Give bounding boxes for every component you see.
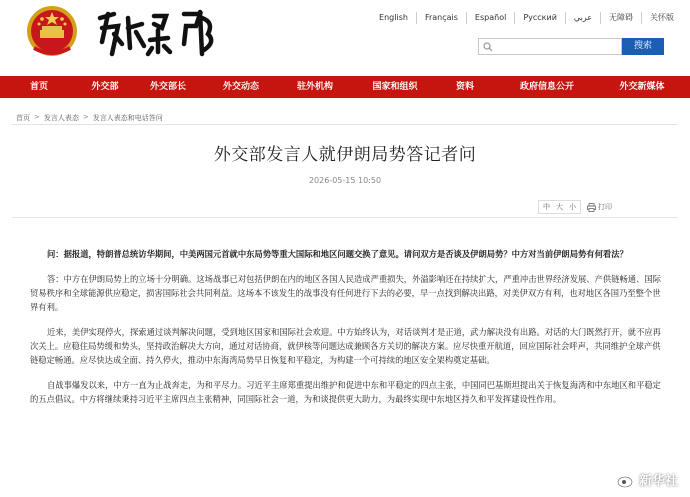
site-logo-calligraphy	[92, 4, 222, 64]
answer-paragraph: 答：中方在伊朗局势上的立场十分明确。这场战事已对包括伊朗在内的地区各国人民造成严重损失，外溢影响还在持续扩大，严重冲击世界经济发展、产供链畅通、国际贸易秩序和全球能源供应稳定，损害国际社会共同利益。这场本不该发生的战事没有任何进行下去的必要，早一点找到解决出路，对美伊双方有利，也对地区各国乃至整个世界有利。	[30, 274, 661, 312]
nav-countries[interactable]: 国家和组织	[372, 82, 418, 92]
site-header	[0, 0, 690, 72]
nav-missions[interactable]: 驻外机构	[296, 82, 333, 92]
page-title: 外交部发言人就伊朗局势答记者问	[213, 145, 477, 165]
lang-french[interactable]: Français	[417, 12, 467, 24]
nav-gov-info[interactable]: 政府信息公开	[519, 82, 574, 92]
print-button[interactable]	[587, 202, 612, 212]
nav-diplomatic-news[interactable]: 外交动态	[222, 82, 259, 92]
nav-resources[interactable]: 资料	[455, 82, 474, 92]
search-input[interactable]	[478, 38, 622, 55]
search-icon	[483, 42, 493, 52]
elder-care-link[interactable]: 关怀版	[650, 13, 674, 22]
language-bar	[371, 12, 682, 24]
nav-minister[interactable]: 外交部长	[149, 82, 186, 92]
nav-home[interactable]: 首页	[29, 82, 48, 92]
article-body	[30, 247, 666, 417]
lang-arabic[interactable]: عربي	[566, 12, 601, 24]
font-size-medium[interactable]: 中	[543, 203, 550, 211]
nav-ministry[interactable]: 外交部	[91, 82, 119, 92]
divider	[12, 124, 678, 125]
breadcrumb-spokesperson[interactable]: 发言人表态	[43, 114, 79, 122]
font-size-selector	[538, 200, 581, 214]
print-icon	[587, 203, 596, 212]
breadcrumb-current[interactable]: 发言人表态和电话答问	[92, 114, 163, 122]
print-label: 打印	[598, 203, 612, 211]
site-logo[interactable]	[92, 4, 222, 64]
lang-spanish[interactable]: Español	[467, 12, 515, 24]
divider	[12, 217, 678, 218]
font-size-small[interactable]: 小	[569, 203, 576, 211]
font-size-large[interactable]: 大	[556, 203, 563, 211]
watermark-text: 新华社	[638, 474, 678, 489]
breadcrumb-home[interactable]: 首页	[16, 114, 30, 122]
lang-russian[interactable]: Русский	[515, 12, 566, 24]
search-button[interactable]: 搜索	[622, 38, 664, 55]
lang-english[interactable]: English	[371, 12, 417, 24]
watermark	[617, 470, 678, 489]
publish-datetime: 2026-05-15 10:50	[308, 176, 382, 185]
breadcrumb-separator: >	[34, 113, 40, 121]
national-emblem-icon[interactable]	[24, 4, 80, 60]
answer-paragraph: 自战事爆发以来，中方一直为止战奔走，为和平尽力。习近平主席郑重提出维护和促进中东和平稳定的四点主张，中国同巴基斯坦提出关于恢复海湾和中东地区和平稳定的五点倡议。中方将继续秉持习近平主席四点主张精神，同国际社会一道，为和谈提供更大助力，为最终实现中东地区持久和平发挥建设性作用。	[30, 380, 661, 404]
article-tools	[538, 200, 612, 214]
weibo-icon	[617, 471, 635, 489]
accessibility-link[interactable]: 无障碍	[601, 12, 642, 24]
main-nav	[0, 76, 690, 98]
answer-paragraph: 近来，美伊实现停火，探索通过谈判解决问题，受到地区国家和国际社会欢迎。中方始终认为，对话谈判才是正道，武力解决没有出路。对话的大门既然打开，就不应再次关上。应稳住局势缓和势头，坚持政治解决大方向，通过对话协商，就伊核等问题达成兼顾各方关切的解决方案。应尽快重开航道，回应国际社会呼声，共同维护全球产供链稳定畅通。应尽快达成全面、持久停火，推动中东海湾局势早日恢复和平稳定，为构建一个可持续的地区安全架构奠定基础。	[30, 327, 661, 365]
breadcrumb	[16, 113, 163, 123]
nav-new-media[interactable]: 外交新媒体	[619, 82, 665, 92]
question-paragraph: 问：据报道，特朗普总统访华期间，中美两国元首就中东局势等重大国际和地区问题交换了意见。请问双方是否谈及伊朗局势？中方对当前伊朗局势有何看法？	[47, 249, 628, 259]
breadcrumb-separator: >	[82, 113, 89, 121]
